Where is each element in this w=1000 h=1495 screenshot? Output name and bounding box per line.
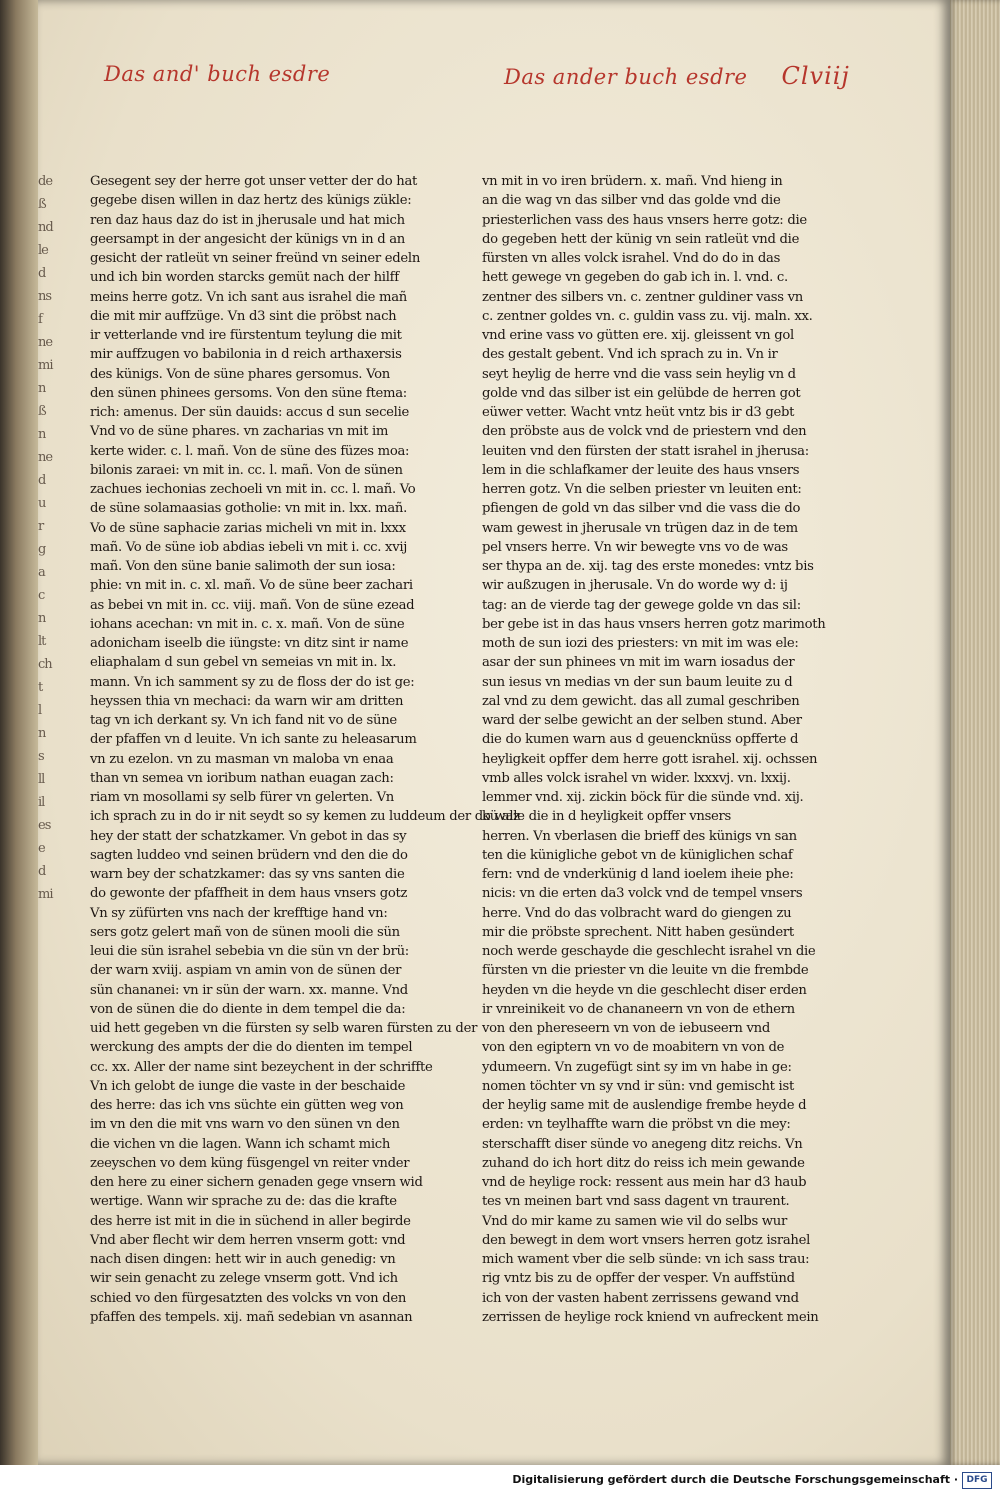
page-stack-edge <box>948 0 1000 1465</box>
right-column-line: ich von der vasten habent zerrissens gewand vnd <box>482 1290 799 1306</box>
right-column-line: der heylig same mit de auslendige frembe heyde d <box>482 1098 807 1113</box>
right-column-line: wam gewest in jherusale vn trügen daz in de tem <box>482 520 798 536</box>
right-column-line: zerrissen de heylige rock kniend vn aufreckent mein <box>482 1309 819 1325</box>
left-column-line: phie: vn mit in. c. xl. mañ. Vo de süne beer zachari <box>90 578 413 594</box>
left-column-line: den sünen phinees gersoms. Von den süne ftema: <box>90 385 407 401</box>
right-column-line: ydumeern. Vn zugefügt sint sy im vn habe in ge: <box>482 1059 792 1075</box>
right-column-line: lemmer vnd. xij. zickin böck für die sünde vnd. xij. <box>482 790 804 805</box>
margin-fragment: il <box>38 795 45 810</box>
margin-fragment: n <box>38 427 46 442</box>
right-column-line: mich wament vber die selb sünde: vn ich sass trau: <box>482 1252 810 1267</box>
right-column-line: asar der sun phinees vn mit im warn iosadus der <box>482 655 795 671</box>
right-column-line: priesterlichen vass des haus vnsers herre gotz: die <box>482 212 807 228</box>
right-column-line: fürsten vn die priester vn die leuite vn die frembde <box>482 963 809 979</box>
right-column-line: c. zentner goldes vn. c. guldin vass zu. vij. maln. xx. <box>482 308 813 324</box>
margin-fragment: nd <box>38 220 53 235</box>
right-column-line: hett gewege vn gegeben do gab ich in. l. vnd. c. <box>482 270 788 286</box>
right-column-line: kü alle die in d heyligkeit opffer vnsers <box>482 809 732 825</box>
left-column-line: rich: amenus. Der sün dauids: accus d sun secelie <box>90 405 409 420</box>
right-column-line: von den egiptern vn vo de moabitern vn von de <box>482 1040 785 1056</box>
margin-fragment: e <box>38 841 45 856</box>
right-column-line: herren gotz. Vn die selben priester vn leuiten ent: <box>482 482 802 497</box>
left-column-line: mann. Vn ich samment sy zu de floss der do ist ge: <box>90 674 415 690</box>
margin-fragment: f <box>38 312 42 327</box>
left-column-line: tag vn ich derkant sy. Vn ich fand nit vo de süne <box>90 713 397 728</box>
right-column-line: ward der selbe gewicht an der selben stund. Aber <box>482 713 802 728</box>
margin-fragment: le <box>38 243 48 258</box>
right-column-line: nomen töchter vn sy vnd ir sün: vnd gemischt ist <box>482 1078 794 1094</box>
right-column-line: heyden vn die heyde vn die geschlecht diser erden <box>482 982 807 998</box>
left-column-line: mañ. Von den süne banie salimoth der sun iosa: <box>90 559 396 574</box>
left-column-line: hey der statt der schatzkamer. Vn gebot in das sy <box>90 828 407 844</box>
right-column-line: nicis: vn die erten da3 volck vnd de tempel vnsers <box>482 886 803 902</box>
left-column-line: mañ. Vo de süne iob abdias iebeli vn mit i. cc. xvij <box>90 539 408 555</box>
left-column-line: leui die sün israhel sebebia vn die sün vn der brü: <box>90 944 409 959</box>
left-column-line: cc. xx. Aller der name sint bezeychent in der schriffte <box>90 1059 433 1075</box>
left-column-line: kerte wider. c. l. mañ. Von de süne des füzes moa: <box>90 443 410 459</box>
left-column-line: der warn xviij. aspiam vn amin von de sünen der <box>90 963 402 979</box>
running-head-left: Das and' buch esdre <box>104 62 331 86</box>
left-column-line: der pfaffen vn d leuite. Vn ich sante zu heleasarum <box>90 732 417 748</box>
margin-fragment: ß <box>38 404 46 419</box>
left-column-line: ir vetterlande vnd ire fürstentum teylung die mit <box>90 328 402 343</box>
right-column-line: erden: vn teylhaffte warn die pröbst vn die mey: <box>482 1117 791 1133</box>
margin-fragment: ch <box>38 657 52 672</box>
left-column-line: schied vo den fürgesatzten des volcks vn von den <box>90 1290 407 1306</box>
left-column-line: Vn sy züfürten vns nach der krefftige hand vn: <box>90 905 388 921</box>
left-column-line: werckung des ampts der die do dienten im tempel <box>90 1040 413 1056</box>
right-column-line: pel vnsers herre. Vn wir bewegte vns vo de was <box>482 539 788 555</box>
right-column-line: tag: an de vierde tag der gewege golde vn das sil: <box>482 597 801 613</box>
right-column-line: leuiten vnd den fürsten der statt israhel in jherusa: <box>482 443 809 459</box>
left-column-line: die mit mir auffzüge. Vn d3 sint die pröbst nach <box>90 308 397 324</box>
right-column-line: zentner des silbers vn. c. zentner guldiner vass vn <box>482 289 803 305</box>
left-column-line: than vn semea vn ioribum nathan euagan zach: <box>90 770 394 786</box>
margin-fragment: n <box>38 726 46 741</box>
margin-fragment: ll <box>38 772 45 787</box>
right-column-line: vnd de heylige rock: ressent aus mein har d3 haub <box>482 1175 807 1190</box>
right-column-line: do gegeben hett der künig vn sein ratleüt vnd die <box>482 231 800 247</box>
left-column-line: Vnd vo de süne phares. vn zacharias vn mit im <box>90 424 389 440</box>
right-column-line: ser thypa an de. xij. tag des erste monedes: vntz bis <box>482 559 814 574</box>
left-column-line: iohans acechan: vn mit in. c. x. mañ. Von de süne <box>90 616 405 632</box>
running-head-right-text: Das ander buch esdre <box>504 65 748 89</box>
right-column-line: zuhand do ich hort ditz do reiss ich mein gewande <box>482 1155 805 1171</box>
right-column-line: rig vntz bis zu de opffer der vesper. Vn auffstünd <box>482 1271 795 1287</box>
right-column-line: moth de sun iozi des priesters: vn mit im was ele: <box>482 636 799 651</box>
dfg-logo: DFG <box>962 1472 992 1489</box>
left-column-line: sagten luddeo vnd seinen brüdern vnd den die do <box>90 847 408 863</box>
margin-fragment: r <box>38 519 44 534</box>
margin-fragment: d <box>38 864 46 879</box>
left-column-line: von de sünen die do diente in dem tempel die da: <box>90 1001 406 1017</box>
margin-fragment: a <box>38 565 45 580</box>
right-column-line: noch werde geschayde die geschlecht israhel vn die <box>482 944 816 959</box>
folio-number: Clviij <box>781 62 850 90</box>
right-column-line: des gestalt gebent. Vnd ich sprach zu in. Vn ir <box>482 347 778 363</box>
right-column-line: fern: vnd de vnderkünig d land ioelem iheie phe: <box>482 867 794 882</box>
left-column-line: mir auffzugen vo babilonia in d reich arthaxersis <box>90 347 402 363</box>
left-column-line: adonicham iseelb die iüngste: vn ditz sint ir name <box>90 636 409 651</box>
left-column-line: sün chananei: vn ir sün der warn. xx. manne. Vnd <box>90 982 408 998</box>
left-column-line: warn bey der schatzkamer: das sy vns santen die <box>90 867 405 882</box>
margin-fragment: es <box>38 818 51 833</box>
right-column-line: herre. Vnd do das volbracht ward do giengen zu <box>482 905 792 921</box>
right-column-line: tes vn meinen bart vnd sass dagent vn traurent. <box>482 1194 790 1210</box>
left-column-line: bilonis zaraei: vn mit in. cc. l. mañ. Von de sünen <box>90 462 403 478</box>
left-column-line: gegebe disen willen in daz hertz des künigs zükle: <box>90 193 412 209</box>
text-column-right <box>482 172 826 1327</box>
right-column-line: ten die künigliche gebot vn de küniglichen schaf <box>482 847 793 863</box>
running-head-right <box>504 62 850 90</box>
margin-fragment: s <box>38 749 44 764</box>
previous-page-bleed <box>38 170 64 1290</box>
left-column-line: im vn den die mit vns warn vo den sünen vn den <box>90 1117 400 1133</box>
right-column-line: pfiengen de gold vn das silber vnd die vass die do <box>482 501 801 517</box>
right-column-line: Vnd do mir kame zu samen wie vil do selbs wur <box>482 1213 787 1229</box>
left-column-line: ren daz haus daz do ist in jherusale und hat mich <box>90 212 405 228</box>
right-column-line: an die wag vn das silber vnd das golde vnd die <box>482 193 781 209</box>
margin-fragment: u <box>38 496 46 511</box>
right-column-line: heyligkeit opffer dem herre gott israhel. xij. ochssen <box>482 751 818 767</box>
right-column-line: sterschafft diser sünde vo anegeng ditz reichs. Vn <box>482 1136 803 1152</box>
margin-fragment: mi <box>38 358 53 373</box>
left-column-line: und ich bin worden starcks gemüt nach der hilff <box>90 270 399 286</box>
margin-fragment: ß <box>38 197 46 212</box>
right-column-line: ber gebe ist in das haus vnsers herren gotz marimoth <box>482 616 826 632</box>
scanned-page <box>38 0 950 1465</box>
right-column-line: wir außzugen in jherusale. Vn do worde wy d: ij <box>482 578 788 594</box>
right-column-line: herren. Vn vberlasen die brieff des künigs vn san <box>482 828 797 844</box>
left-column-line: vn zu ezelon. vn zu masman vn maloba vn enaa <box>90 751 394 767</box>
left-column-line: heyssen thia vn mechaci: da warn wir am dritten <box>90 693 404 709</box>
left-column-line: gesicht der ratleüt vn seiner freünd vn seiner edeln <box>90 251 421 266</box>
left-column-line: den here zu einer sichern genaden gege vnsern wid <box>90 1175 423 1190</box>
left-column-line: des herre: das ich vns süchte ein gütten weg von <box>90 1098 404 1113</box>
margin-fragment: n <box>38 381 46 396</box>
margin-fragment: g <box>38 542 46 557</box>
right-column-line: golde vnd das silber ist ein gelübde de herren got <box>482 385 801 401</box>
right-column-line: sun iesus vn medias vn der sun baum leuite zu d <box>482 674 793 690</box>
left-column-line: as bebei vn mit in. cc. viij. mañ. Von de süne ezead <box>90 597 415 613</box>
right-column-line: eüwer vetter. Wacht vntz heüt vntz bis ir d3 gebt <box>482 405 795 420</box>
left-column-line: uid hett gegeben vn die fürsten sy selb waren fürsten zu der <box>90 1021 478 1036</box>
left-column-line: des künigs. Von de süne phares gersomus. Von <box>90 366 390 382</box>
left-column-line: Vnd aber flecht wir dem herren vnserm gott: vnd <box>90 1232 406 1248</box>
left-column-line: des herre ist mit in die in süchend in aller begirde <box>90 1213 411 1229</box>
margin-fragment: d <box>38 473 46 488</box>
left-column-line: wir sein genacht zu zelege vnserm gott. Vnd ich <box>90 1271 398 1287</box>
right-column-line: seyt heylig de herre vnd die vass sein heylig vn d <box>482 366 796 382</box>
margin-fragment: n <box>38 611 46 626</box>
left-column-line: Gesegent sey der herre got unser vetter der do hat <box>90 174 418 189</box>
right-column-line: zal vnd zu dem gewicht. das all zumal geschriben <box>482 693 800 709</box>
right-column-line: vnd erine vass vo gütten ere. xij. gleissent vn gol <box>482 328 794 343</box>
right-column-line: von den phereseern vn von de iebuseern vnd <box>482 1021 770 1036</box>
left-column-line: Vo de süne saphacie zarias micheli vn mit in. lxxx <box>90 520 406 536</box>
left-column-line: pfaffen des tempels. xij. mañ sedebian vn asannan <box>90 1309 413 1325</box>
margin-fragment: l <box>38 703 42 718</box>
margin-fragment: ne <box>38 450 53 465</box>
margin-fragment: ns <box>38 289 52 304</box>
left-column-line: wertige. Wann wir sprache zu de: das die krafte <box>90 1194 397 1210</box>
left-column-line: de süne solamaasias gotholie: vn mit in. lxx. mañ. <box>90 501 407 517</box>
right-column-line: den bewegt in dem wort vnsers herren gotz israhel <box>482 1232 811 1248</box>
left-column-line: ich sprach zu in do ir nit seydt so sy kemen zu luddeum der do waz <box>90 809 520 825</box>
right-column-line: lem in die schlafkamer der leuite des haus vnsers <box>482 462 800 478</box>
right-column-line: vmb alles volck israhel vn wider. lxxxvj. vn. lxxij. <box>482 770 791 786</box>
left-column-line: do gewonte der pfaffheit in dem haus vnsers gotz <box>90 886 408 902</box>
left-column-line: eliaphalam d sun gebel vn semeias vn mit in. lx. <box>90 655 397 671</box>
margin-fragment: d <box>38 266 46 281</box>
footer-bar <box>0 1465 1000 1495</box>
right-column-line: ir vnreinikeit vo de chananeern vn von de ethern <box>482 1001 795 1017</box>
book-spine-edge <box>0 0 40 1495</box>
margin-fragment: c <box>38 588 45 603</box>
margin-fragment: t <box>38 680 43 695</box>
right-column-line: die do kumen warn aus d geuencknüss opfferte d <box>482 732 799 748</box>
text-column-left <box>90 172 520 1327</box>
left-column-line: Vn ich gelobt de iunge die vaste in der beschaide <box>90 1078 406 1094</box>
left-column-line: zeeyschen vo dem küng füsgengel vn reiter vnder <box>90 1155 410 1171</box>
left-column-line: die vichen vn die lagen. Wann ich schamt mich <box>90 1136 391 1152</box>
margin-fragment: ne <box>38 335 53 350</box>
left-column-line: zachues iechonias zechoeli vn mit in. cc. l. mañ. Vo <box>90 482 416 497</box>
left-column-line: geersampt in der angesicht der künigs vn in d an <box>90 231 405 247</box>
right-column-line: fürsten vn alles volck israhel. Vnd do do in das <box>482 251 781 266</box>
right-column-line: mir die pröbste sprechent. Nitt haben gesündert <box>482 924 794 940</box>
left-column-line: riam vn mosollami sy selb fürer vn gelerten. Vn <box>90 790 394 805</box>
left-column-line: nach disen dingen: hett wir in auch genedig: vn <box>90 1252 396 1267</box>
left-column-line: sers gotz gelert mañ von de sünen mooli die sün <box>90 924 400 940</box>
margin-fragment: mi <box>38 887 53 902</box>
right-column-line: vn mit in vo iren brüdern. x. mañ. Vnd hieng in <box>482 174 783 189</box>
funding-credit: Digitalisierung gefördert durch die Deutsche Forschungsgemeinschaft · <box>512 1473 958 1486</box>
margin-fragment: de <box>38 174 53 189</box>
right-column-line: den pröbste aus de volck vnd de priestern vnd den <box>482 424 807 440</box>
left-column-line: meins herre gotz. Vn ich sant aus israhel die mañ <box>90 289 407 305</box>
margin-fragment: lt <box>38 634 46 649</box>
